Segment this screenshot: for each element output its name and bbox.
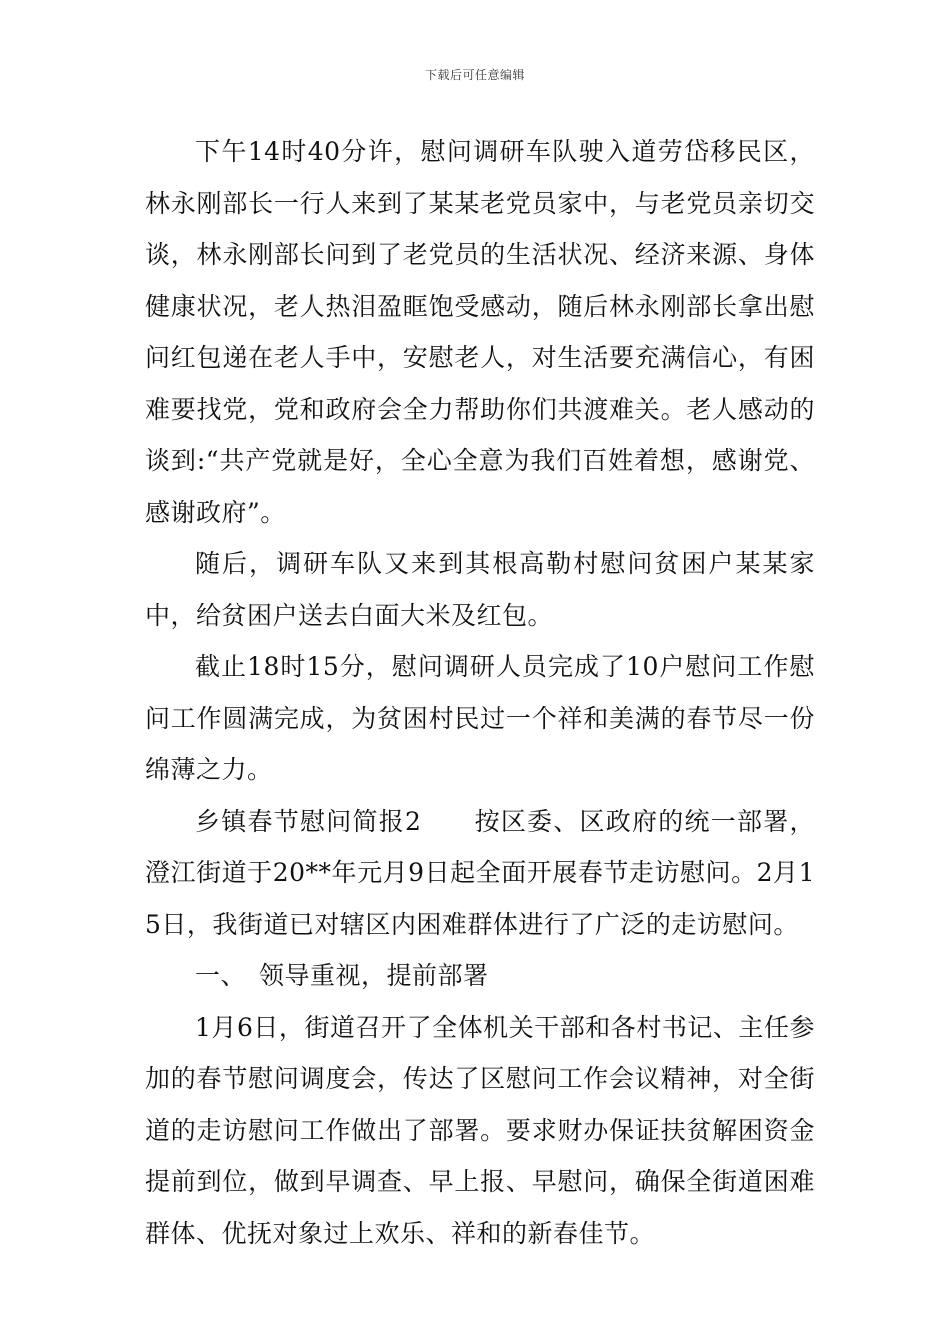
paragraph-meeting-arrangement: 1月6日，街道召开了全体机关干部和各村书记、主任参加的春节慰问调度会，传达了区慰问工作会议精神，对全街道的走访慰问工作做出了部署。要求财办保证扶贫解困资金提前到位，做到早调查、早上报、早慰问，确保全街道困难群体、优抚对象过上欢乐、祥和的新春佳节。 xyxy=(145,1012,815,1248)
paragraph-briefing-2-intro: 乡镇春节慰问简报2 按区委、区政府的统一部署，澄江街道于20**年元月9日起全面开展春节走访慰问。2月15日，我街道已对辖区内困难群体进行了广泛的走访慰问。 xyxy=(145,806,815,939)
section-heading-leadership: 一、 领导重视，提前部署 xyxy=(195,961,489,990)
paragraph-work-completed: 截止18时15分，慰问调研人员完成了10户慰问工作慰问工作圆满完成，为贫困村民过一个祥和美满的春节尽一份绵薄之力。 xyxy=(145,652,815,784)
paragraph-visit-party-member: 下午14时40分许，慰问调研车队驶入道劳岱移民区，林永刚部长一行人来到了某某老党员家中，与老党员亲切交谈，林永刚部长问到了老党员的生活状况、经济来源、身体健康状况，老人热泪盈眶饱受感动，随后林永刚部长拿出慰问红包递在老人手中，安慰老人，对生活要充满信心，有困难要找党，党和政府会全力帮助你们共渡难关。老人感动的谈到:“共产党就是好，全心全意为我们百姓着想，感谢党、感谢政府”。 xyxy=(145,137,815,527)
page-header-note: 下载后可任意编辑 xyxy=(424,68,525,82)
paragraph-visit-poor-household: 随后，调研车队又来到其根高勒村慰问贫困户某某家中，给贫困户送去白面大米及红包。 xyxy=(145,549,815,630)
document-body xyxy=(145,126,815,1259)
